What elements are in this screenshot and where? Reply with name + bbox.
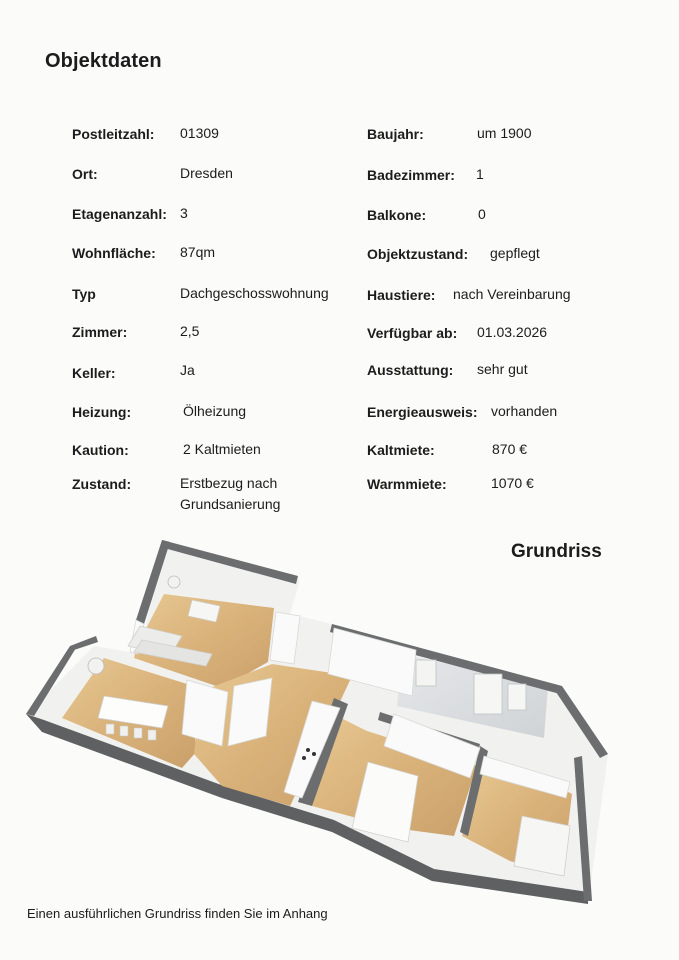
value-zustand: Erstbezug nach Grundsanierung — [180, 475, 281, 512]
label-kaltmiete: Kaltmiete: — [367, 442, 435, 458]
value-ausstattung: sehr gut — [477, 361, 528, 377]
value-badezimmer: 1 — [476, 166, 484, 182]
label-verfuegbar-ab: Verfügbar ab: — [367, 325, 458, 341]
label-zustand: Zustand: — [72, 476, 132, 492]
value-objektzustand: gepflegt — [490, 245, 540, 261]
label-kaution: Kaution: — [72, 442, 129, 458]
value-energieausweis: vorhanden — [491, 403, 558, 419]
label-typ: Typ — [72, 286, 96, 302]
value-heizung: Ölheizung — [183, 403, 247, 419]
label-keller: Keller: — [72, 365, 116, 381]
value-ort: Dresden — [180, 165, 233, 181]
floorplan-title: Grundriss — [511, 541, 602, 562]
value-balkone: 0 — [478, 206, 486, 222]
value-kaution: 2 Kaltmieten — [183, 441, 261, 457]
label-heizung: Heizung: — [72, 404, 132, 420]
label-energieausweis: Energieausweis: — [367, 404, 478, 420]
value-verfuegbar-ab: 01.03.2026 — [477, 324, 548, 340]
value-zimmer: 2,5 — [180, 323, 200, 339]
label-wohnflaeche: Wohnfläche: — [72, 245, 156, 261]
label-zimmer: Zimmer: — [72, 324, 128, 340]
label-ort: Ort: — [72, 166, 98, 182]
footnote: Einen ausführlichen Grundriss finden Sie im Anhang — [27, 906, 328, 921]
value-keller: Ja — [180, 362, 195, 378]
label-ausstattung: Ausstattung: — [367, 362, 454, 378]
floorplan-image — [22, 536, 622, 908]
value-kaltmiete: 870 € — [492, 441, 528, 457]
label-haustiere: Haustiere: — [367, 287, 436, 303]
label-etagenanzahl: Etagenanzahl: — [72, 206, 167, 222]
value-haustiere: nach Vereinbarung — [453, 286, 571, 302]
value-wohnflaeche: 87qm — [180, 244, 216, 260]
value-baujahr: um 1900 — [477, 125, 532, 141]
label-warmmiete: Warmmiete: — [367, 476, 447, 492]
page-title: Objektdaten — [45, 50, 162, 72]
label-baujahr: Baujahr: — [367, 126, 424, 142]
label-badezimmer: Badezimmer: — [367, 167, 455, 183]
value-etagenanzahl: 3 — [180, 205, 188, 221]
value-postleitzahl: 01309 — [180, 125, 219, 141]
value-warmmiete: 1070 € — [491, 475, 534, 491]
label-postleitzahl: Postleitzahl: — [72, 126, 155, 142]
label-balkone: Balkone: — [367, 207, 427, 223]
value-typ: Dachgeschosswohnung — [180, 285, 329, 301]
label-objektzustand: Objektzustand: — [367, 246, 469, 262]
